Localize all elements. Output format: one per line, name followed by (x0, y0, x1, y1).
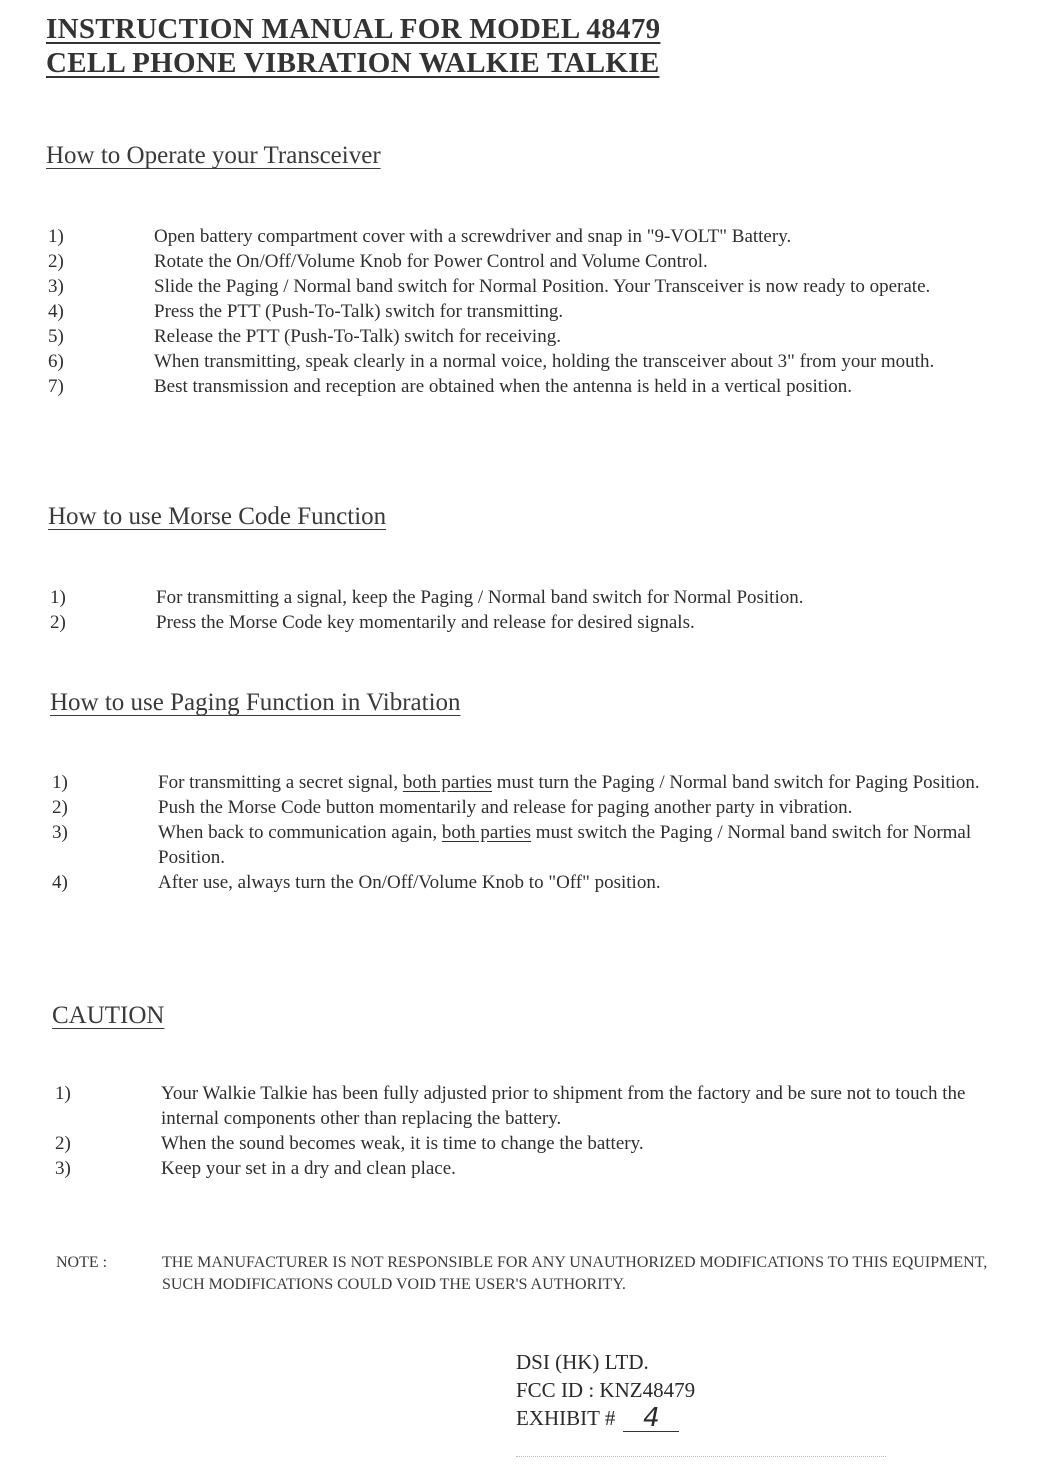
caution-heading: CAUTION (52, 1002, 165, 1029)
item-text (158, 820, 1018, 870)
list-item (48, 374, 1018, 399)
note-text: THE MANUFACTURER IS NOT RESPONSIBLE FOR ANY UNAUTHORIZED MODIFICATIONS TO THIS EQUIPMENT, SUCH MODIFICATIONS COULD VOID THE USER'S AUTHORITY. (162, 1254, 988, 1293)
title-block (46, 12, 660, 80)
list-item (48, 349, 1018, 374)
item-text-part: must turn the Paging / Normal band switch for Paging Position. (492, 772, 980, 793)
item-text: Best transmission and reception are obtained when the antenna is held in a vertical position. (154, 376, 853, 397)
caution-list (55, 1081, 1015, 1181)
item-text: When transmitting, speak clearly in a normal voice, holding the transceiver about 3" from your mouth. (154, 351, 935, 372)
item-number: 3) (55, 1158, 71, 1179)
item-text-part: must switch the Paging / Normal band switch for Normal Position. (158, 822, 972, 868)
bottom-divider (516, 1456, 886, 1457)
list-item (52, 870, 1018, 895)
item-text: Press the PTT (Push-To-Talk) switch for transmitting. (154, 301, 564, 322)
list-item (50, 585, 1010, 610)
operate-heading: How to Operate your Transceiver (46, 142, 381, 169)
item-text: For transmitting a signal, keep the Paging / Normal band switch for Normal Position. (156, 587, 804, 608)
item-number: 3) (52, 822, 68, 843)
list-item (52, 770, 1018, 795)
list-item (55, 1081, 1015, 1131)
title-line-1: INSTRUCTION MANUAL FOR MODEL 48479 (46, 13, 661, 45)
item-number: 2) (48, 251, 64, 272)
item-number: 2) (50, 612, 66, 633)
item-text: When the sound becomes weak, it is time to change the battery. (161, 1133, 644, 1154)
item-number: 4) (52, 872, 68, 893)
list-item (50, 610, 1010, 635)
item-number: 1) (48, 226, 64, 247)
fcc-id: FCC ID : KNZ48479 (516, 1378, 696, 1402)
item-number: 5) (48, 326, 64, 347)
item-text: After use, always turn the On/Off/Volume Knob to "Off" position. (158, 872, 661, 893)
item-text: Press the Morse Code key momentarily and release for desired signals. (156, 612, 695, 633)
operate-list (48, 224, 1018, 399)
item-number: 1) (52, 772, 68, 793)
emphasis-text: both parties (441, 822, 532, 843)
item-text: Your Walkie Talkie has been fully adjusted prior to shipment from the factory and be sure not to touch the internal components other than replacing the battery. (161, 1083, 966, 1129)
title-line-2: CELL PHONE VIBRATION WALKIE TALKIE (46, 47, 660, 79)
item-text: Open battery compartment cover with a screwdriver and snap in "9-VOLT" Battery. (154, 226, 792, 247)
exhibit-number: 4 (623, 1405, 679, 1432)
paging-list (52, 770, 1018, 895)
item-text (158, 770, 1018, 795)
morse-heading: How to use Morse Code Function (48, 503, 387, 530)
list-item (55, 1131, 1015, 1156)
note-label: NOTE : (56, 1254, 108, 1271)
item-text: Release the PTT (Push-To-Talk) switch for receiving. (154, 326, 561, 347)
item-number: 1) (55, 1083, 71, 1104)
list-item (52, 820, 1018, 870)
list-item (48, 274, 1018, 299)
list-item (48, 324, 1018, 349)
item-number: 6) (48, 351, 64, 372)
item-text-part: When back to communication again, (158, 822, 442, 843)
item-number: 3) (48, 276, 64, 297)
item-text: Slide the Paging / Normal band switch for Normal Position. Your Transceiver is now ready to operate. (154, 276, 931, 297)
paging-heading: How to use Paging Function in Vibration (50, 689, 461, 716)
note-block (56, 1252, 1026, 1296)
list-item (48, 249, 1018, 274)
item-text: Keep your set in a dry and clean place. (161, 1158, 456, 1179)
item-number: 1) (50, 587, 66, 608)
item-number: 7) (48, 376, 64, 397)
list-item (48, 299, 1018, 324)
company-name: DSI (HK) LTD. (516, 1350, 649, 1374)
item-number: 2) (55, 1133, 71, 1154)
item-number: 2) (52, 797, 68, 818)
item-number: 4) (48, 301, 64, 322)
item-text: Push the Morse Code button momentarily and release for paging another party in vibration. (158, 797, 853, 818)
emphasis-text: both parties (402, 772, 493, 793)
morse-list (50, 585, 1010, 635)
exhibit-label: EXHIBIT # (516, 1406, 616, 1430)
company-block (516, 1348, 695, 1432)
exhibit-row (516, 1404, 695, 1432)
list-item (48, 224, 1018, 249)
list-item (52, 795, 1018, 820)
item-text: Rotate the On/Off/Volume Knob for Power Control and Volume Control. (154, 251, 708, 272)
item-text-part: For transmitting a secret signal, (158, 772, 403, 793)
list-item (55, 1156, 1015, 1181)
